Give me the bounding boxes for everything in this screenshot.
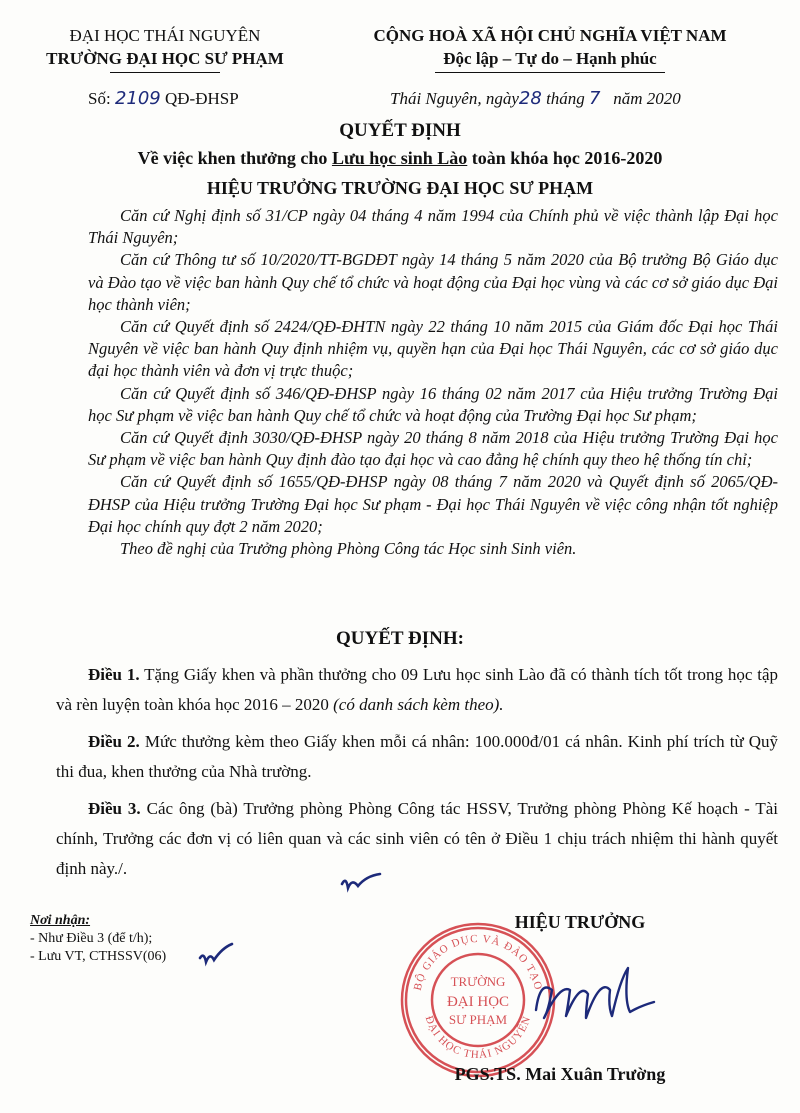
ink-checkmark-icon — [196, 942, 236, 968]
doc-number-handwritten: 2109 — [114, 88, 161, 109]
national-heading — [330, 24, 770, 73]
seal-ring-text: BỘ GIÁO DỤC VÀ ĐÀO TẠO — [411, 932, 545, 992]
article-label: Điều 3. — [88, 799, 141, 818]
legal-basis-item: Căn cứ Quyết định số 2424/QĐ-ĐHTN ngày 22 tháng 10 năm 2015 của Giám đốc Đại học Thái Nguyên về việc ban hành Quy định nhiệm vụ, quyền hạn của Đại học Thái Nguyên, các cơ sở giáo dục đại học thành viên và đơn vị trực thuộc; — [88, 317, 778, 381]
legal-basis-item: Theo đề nghị của Trưởng phòng Phòng Công tác Học sinh Sinh viên. — [120, 539, 577, 559]
article-label: Điều 1. — [88, 665, 140, 684]
seal-center-line: ĐẠI HỌC — [446, 994, 510, 1010]
subject-suffix: toàn khóa học 2016-2020 — [471, 148, 663, 168]
date-month-handwritten: 7 — [589, 88, 601, 109]
decision-heading: QUYẾT ĐỊNH: — [336, 628, 464, 649]
document-number — [88, 88, 239, 109]
article-text: Tặng Giấy khen và phần thưởng cho 09 Lưu học sinh Lào đã có thành tích tốt trong học tập và rèn luyện toàn khóa học 2016 – 2020 — [56, 665, 778, 714]
legal-basis-item: Căn cứ Quyết định 3030/QĐ-ĐHSP ngày 20 tháng 8 năm 2018 của Hiệu trưởng Trường Đại học Sư phạm về việc ban hành Quy định đào tạo đại học và cao đẳng hệ chính quy theo hệ thống tín chỉ; — [88, 428, 778, 470]
signature — [530, 960, 660, 1030]
signer-name: PGS.TS. Mai Xuân Trường — [454, 1064, 666, 1084]
parent-organization: ĐẠI HỌC THÁI NGUYÊN — [69, 26, 261, 45]
document-title: QUYẾT ĐỊNH — [339, 120, 461, 141]
organization-name: TRƯỜNG ĐẠI HỌC SƯ PHẠM — [46, 49, 284, 68]
date-day-handwritten: 28 — [518, 88, 542, 109]
authority-heading: HIỆU TRƯỞNG TRƯỜNG ĐẠI HỌC SƯ PHẠM — [206, 178, 594, 198]
legal-basis-item: Căn cứ Thông tư số 10/2020/TT-BGDĐT ngày 14 tháng 5 năm 2020 của Bộ trưởng Bộ Giáo dục và Đào tạo về việc ban hành Quy chế tổ chức và hoạt động của Đại học vùng và các cơ sở giáo dục Đại học thành viên; — [88, 250, 778, 314]
date-place: Thái Nguyên, ngày — [390, 89, 519, 108]
doc-number-suffix: QĐ-ĐHSP — [165, 89, 239, 108]
seal-center-line: TRƯỜNG — [450, 974, 506, 989]
header-right-rule — [435, 72, 665, 73]
header-left-rule — [110, 72, 220, 73]
legal-basis-item: Căn cứ Nghị định số 31/CP ngày 04 tháng 4 năm 1994 của Chính phủ về việc thành lập Đại học Thái Nguyên; — [88, 206, 778, 248]
article-1 — [56, 660, 778, 720]
article-note: (có danh sách kèm theo). — [333, 695, 504, 714]
issue-date — [390, 88, 681, 109]
date-month-label: tháng — [546, 89, 585, 108]
signer-title: HIỆU TRƯỞNG — [514, 912, 646, 932]
date-year: năm 2020 — [613, 89, 681, 108]
document-subject — [0, 148, 800, 169]
national-motto: Độc lập – Tự do – Hạnh phúc — [443, 49, 657, 68]
issuing-organization — [40, 24, 290, 73]
seal-center-line: SƯ PHẠM — [448, 1012, 508, 1027]
country-name: CỘNG HOÀ XÃ HỘI CHỦ NGHĨA VIỆT NAM — [373, 26, 727, 45]
article-text: Mức thưởng kèm theo Giấy khen mỗi cá nhân: 100.000đ/01 cá nhân. Kinh phí trích từ Quỹ thi đua, khen thưởng của Nhà trường. — [56, 732, 779, 781]
ink-checkmark-icon — [338, 870, 384, 896]
article-text: Các ông (bà) Trưởng phòng Phòng Công tác HSSV, Trưởng phòng Phòng Kế hoạch - Tài chính, Trưởng các đơn vị có liên quan và các sinh viên có tên ở Điều 1 chịu trách nhiệm thi hành quyết định này./. — [56, 799, 779, 878]
legal-basis-item: Căn cứ Quyết định số 1655/QĐ-ĐHSP ngày 08 tháng 7 năm 2020 và Quyết định số 2065/QĐ-ĐHSP của Hiệu trưởng Trường Đại học Sư phạm - Đại học Thái Nguyên về việc công nhận tốt nghiệp Đại học chính quy đợt 2 năm 2020; — [88, 472, 778, 536]
seal-ring-bottom: ĐẠI HỌC THÁI NGUYÊN — [422, 1014, 534, 1062]
article-3 — [56, 794, 778, 884]
subject-underlined: Lưu học sinh Lào — [331, 148, 468, 168]
article-label: Điều 2. — [88, 732, 140, 751]
legal-basis-item: Căn cứ Quyết định số 346/QĐ-ĐHSP ngày 16 tháng 02 năm 2017 của Hiệu trưởng Trường Đại học Sư phạm về việc ban hành Quy chế tổ chức và hoạt động của Trường Đại học Sư phạm; — [88, 383, 778, 425]
doc-number-prefix: Số: — [88, 89, 111, 108]
recipient-item: - Như Điều 3 (để t/h); — [30, 931, 153, 946]
recipients-block — [30, 912, 166, 966]
recipients-title: Nơi nhận: — [30, 913, 91, 928]
legal-basis-list — [88, 205, 778, 560]
subject-prefix: Về việc khen thưởng cho — [137, 148, 328, 168]
recipient-item: - Lưu VT, CTHSSV(06) — [30, 949, 167, 964]
article-2 — [56, 727, 778, 787]
articles-list — [56, 660, 778, 891]
